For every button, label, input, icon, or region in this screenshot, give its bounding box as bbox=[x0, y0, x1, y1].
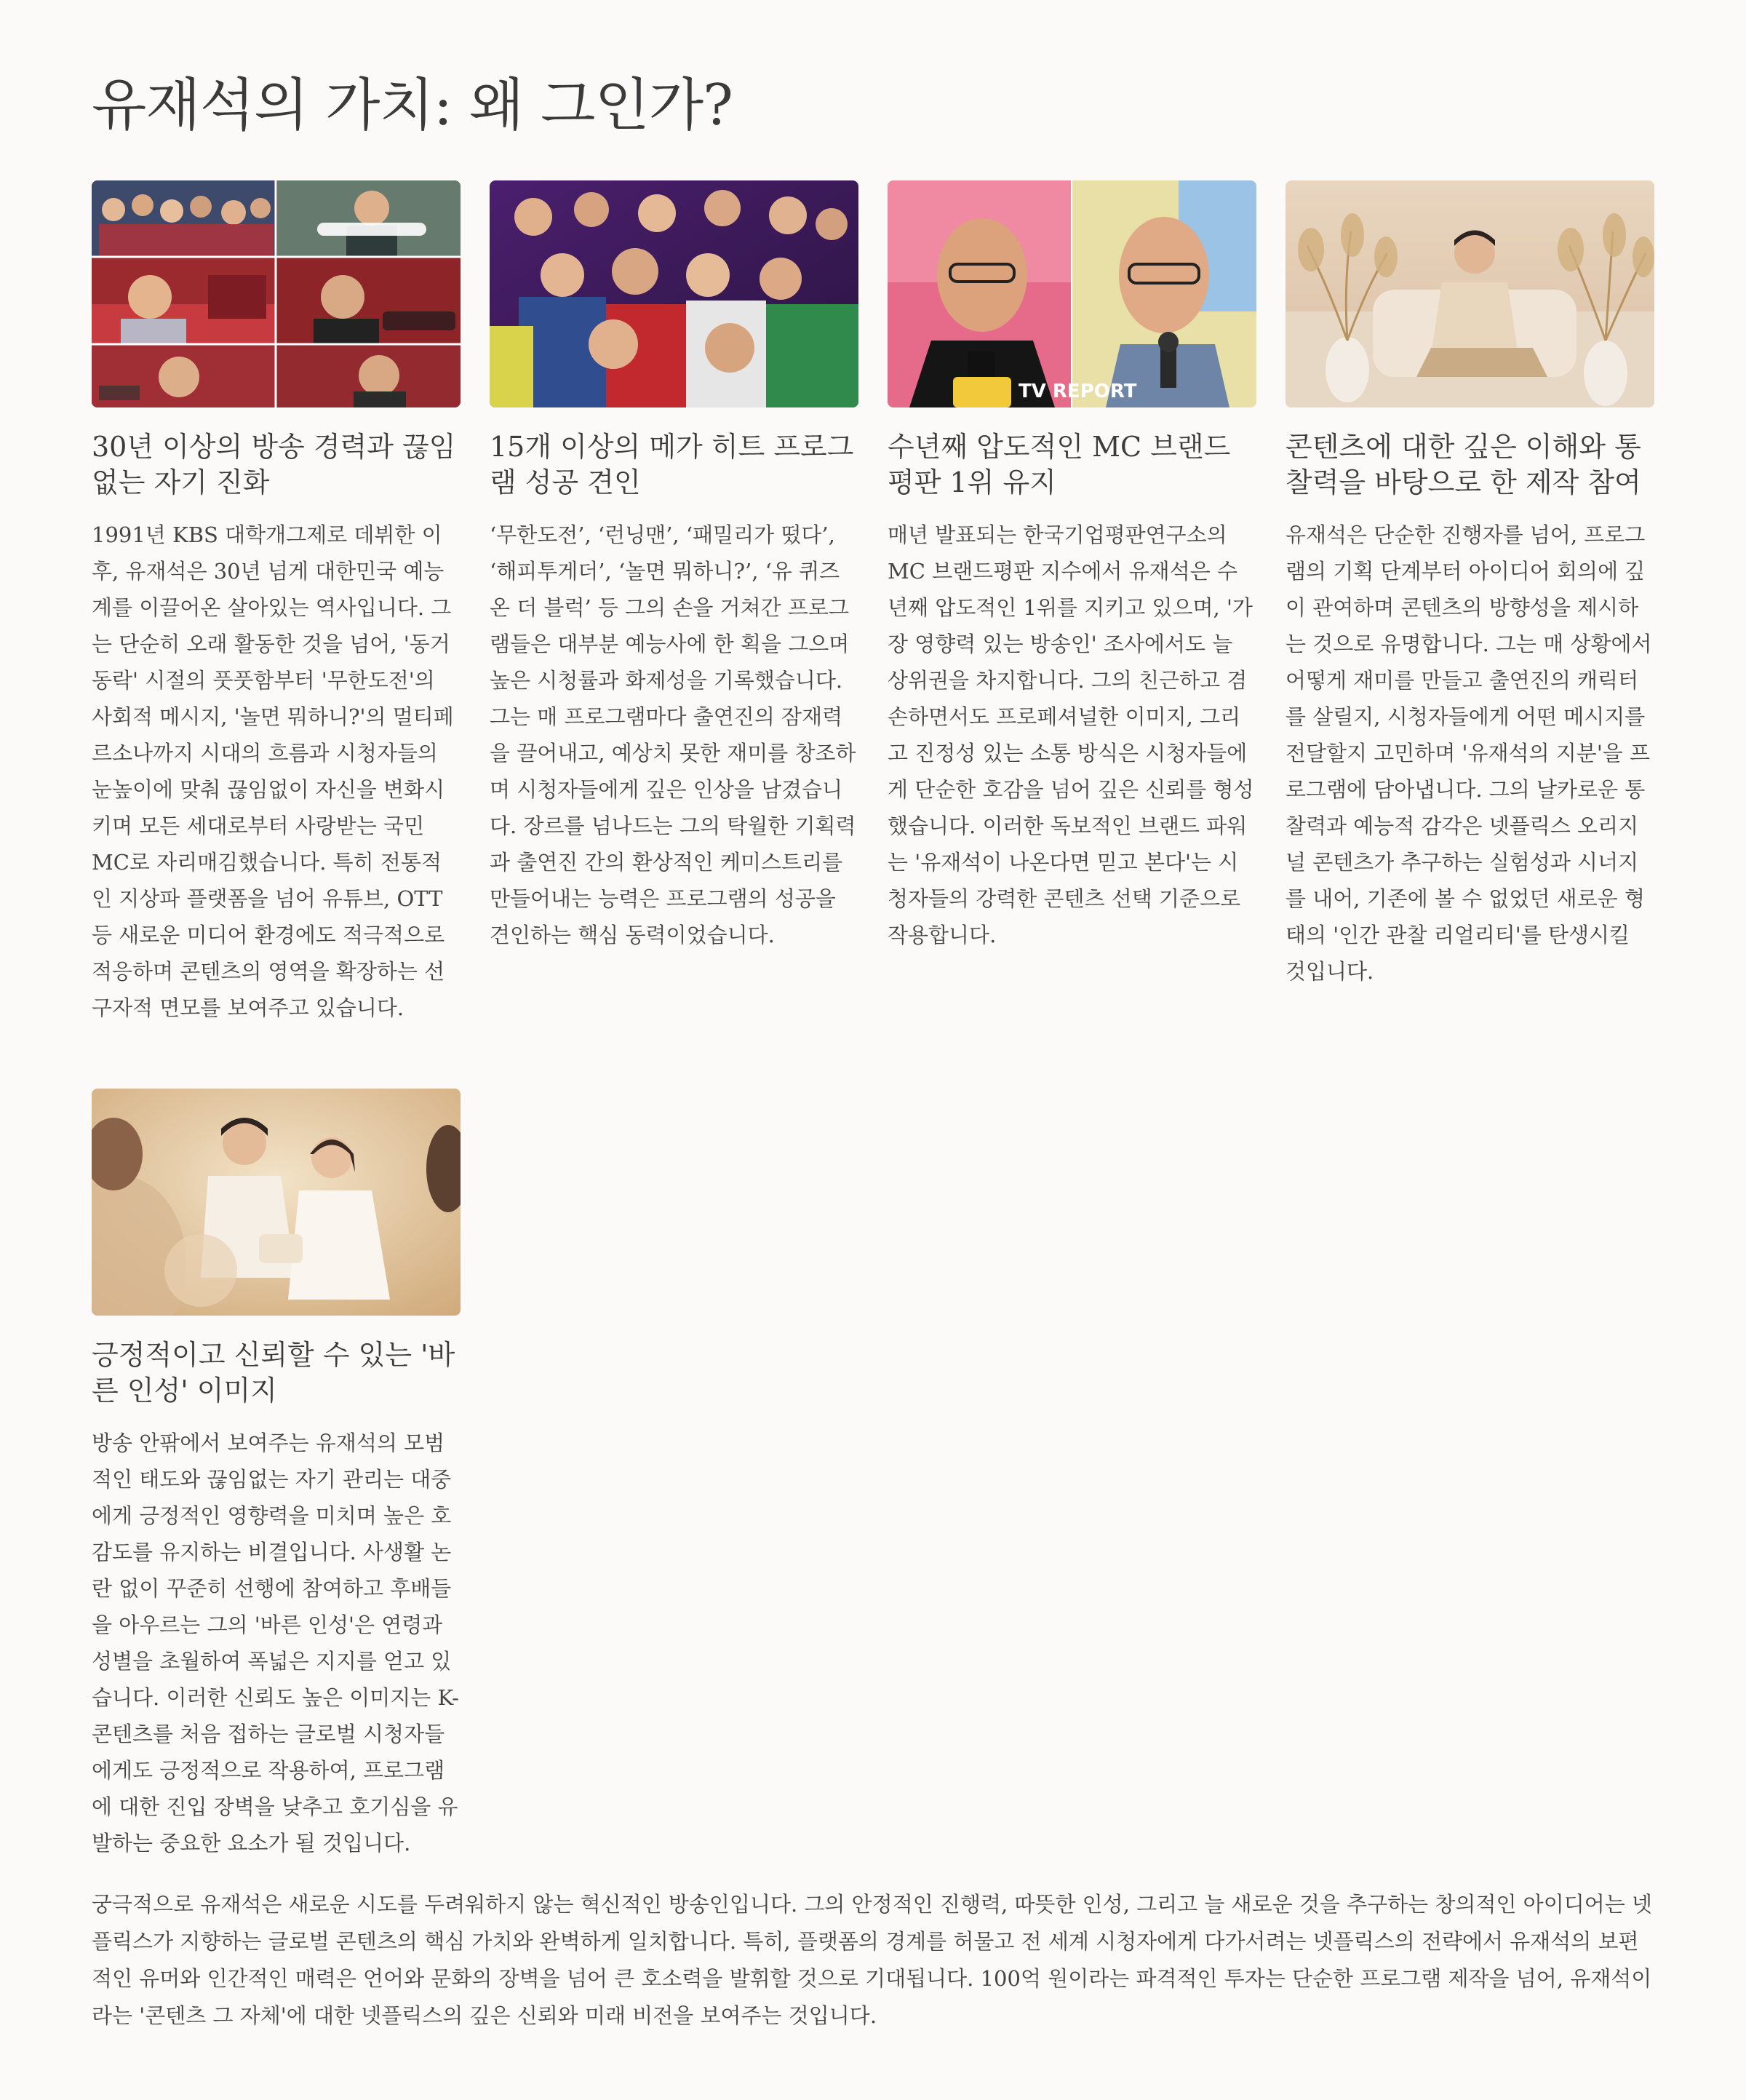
couple-illustration bbox=[92, 1089, 461, 1316]
card-body: 유재석은 단순한 진행자를 넘어, 프로그램의 기획 단계부터 아이디어 회의에 깊이 관여하며 콘텐츠의 방향성을 제시하는 것으로 유명합니다. 그는 매 상황에서 어떻게 재미를 만들고 출연진의 캐릭터를 살릴지, 시청자들에게 어떤 메시지를 전달할지 고민하며 '유재석의 지분'을 프로그램에 담아냅니다. 그의 날카로운 통찰력과 예능적 감각은 넷플릭스 오리지널 콘텐츠가 추구하는 실험성과 시너지를 내어, 기존에 볼 수 없었던 새로운 형태의 '인간 관찰 리얼리티'를 탄생시킬 것입니다. bbox=[1285, 522, 1652, 984]
card-body: 방송 안팎에서 보여주는 유재석의 모범적인 태도와 끊임없는 자기 관리는 대중에게 긍정적인 영향력을 미치며 높은 호감도를 유지하는 비결입니다. 사생활 논란 없이 꾸준히 선행에 참여하고 후배들을 아우르는 그의 '바른 인성'은 연령과 성별을 초월하여 폭넓은 지지를 얻고 있습니다. 이러한 신뢰도 높은 이미지는 K-콘텐츠를 처음 접하는 글로벌 시청자들에게도 긍정적으로 작용하여, 프로그램에 대한 진입 장벽을 낮추고 호기심을 유발하는 중요한 요소가 될 것입니다. bbox=[92, 1431, 459, 1856]
card-body: 매년 발표되는 한국기업평판연구소의 MC 브랜드평판 지수에서 유재석은 수년째 압도적인 1위를 지키고 있으며, '가장 영향력 있는 방송인' 조사에서도 늘 상위권을 차지합니다. 그의 친근하고 겸손하면서도 프로페셔널한 이미지, 그리고 진정성 있는 소통 방식은 시청자들에게 단순한 호감을 넘어 깊은 신뢰를 형성했습니다. 이러한 독보적인 브랜드 파워는 '유재석이 나온다면 믿고 본다'는 시청자들의 강력한 콘텐츠 선택 기준으로 작용합니다. bbox=[888, 522, 1254, 947]
collage-illustration bbox=[92, 180, 461, 407]
group-photo-illustration bbox=[490, 180, 858, 407]
card-body: 1991년 KBS 대학개그제로 데뷔한 이후, 유재석은 30년 넘게 대한민국 예능계를 이끌어온 살아있는 역사입니다. 그는 단순히 오래 활동한 것을 넘어, '동거동락' 시절의 풋풋함부터 '무한도전'의 사회적 메시지, '놀면 뭐하니?'의 멀티페르소나까지 시대의 흐름과 시청자들의 눈높이에 맞춰 끊임없이 자신을 변화시키며 모든 세대로부터 사랑받는 국민 MC로 자리매김했습니다. 특히 전통적인 지상파 플랫폼을 넘어 유튜브, OTT 등 새로운 미디어 환경에도 적극적으로 적응하며 콘텐츠의 영역을 확장하는 선구자적 면모를 보여주고 있습니다. bbox=[92, 522, 454, 1020]
card-image-broadcast-collage bbox=[92, 180, 461, 407]
card-image-cast-group bbox=[490, 180, 858, 407]
value-card-brand-ranking bbox=[888, 180, 1256, 953]
card-body: ‘무한도전’, ‘런닝맨’, ‘패밀리가 떴다’, ‘해피투게더’, ‘놀면 뭐하니?’, ‘유 퀴즈 온 더 블럭’ 등 그의 손을 거쳐간 프로그램들은 대부분 예능사에 한 획을 그으며 높은 시청률과 화제성을 기록했습니다. 그는 매 프로그램마다 출연진의 잠재력을 끌어내고, 예상치 못한 재미를 창조하며 시청자들에게 깊은 인상을 남겼습니다. 장르를 넘나드는 그의 탁월한 기획력과 출연진 간의 환상적인 케미스트리를 만들어내는 능력은 프로그램의 성공을 견인하는 핵심 동력이었습니다. bbox=[490, 522, 856, 947]
value-card-good-character bbox=[92, 1089, 461, 1861]
card-title: 15개 이상의 메가 히트 프로그램 성공 견인 bbox=[490, 431, 854, 498]
card-title: 30년 이상의 방송 경력과 끊임없는 자기 진화 bbox=[92, 431, 456, 498]
watermark-text: TV REPORT bbox=[1018, 381, 1137, 402]
sofa-portrait-illustration bbox=[1285, 180, 1654, 407]
mc-portraits-illustration bbox=[888, 180, 1256, 407]
card-image-mc-portraits bbox=[888, 180, 1256, 407]
card-image-couple-photo bbox=[92, 1089, 461, 1316]
value-card-hit-programs bbox=[490, 180, 858, 953]
conclusion-paragraph: 궁극적으로 유재석은 새로운 시도를 두려워하지 않는 혁신적인 방송인입니다. 그의 안정적인 진행력, 따뜻한 인성, 그리고 늘 새로운 것을 추구하는 창의적인 아이디어는 넷플릭스가 지향하는 글로벌 콘텐츠의 핵심 가치와 완벽하게 일치합니다. 특히, 플랫폼의 경계를 허물고 전 세계 시청자에게 다가서려는 넷플릭스의 전략에서 유재석의 보편적인 유머와 인간적인 매력은 언어와 문화의 장벽을 넘어 큰 호소력을 발휘할 것으로 기대됩니다. 100억 원이라는 파격적인 투자는 단순한 프로그램 제작을 넘어, 유재석이라는 '콘텐츠 그 자체'에 대한 넷플릭스의 깊은 신뢰와 미래 비전을 보여주는 것입니다. bbox=[92, 1892, 1652, 2028]
card-image-sofa-portrait bbox=[1285, 180, 1654, 407]
card-title: 콘텐츠에 대한 깊은 이해와 통찰력을 바탕으로 한 제작 참여 bbox=[1285, 431, 1641, 498]
value-card-broadcast-career bbox=[92, 180, 461, 1026]
card-title: 수년째 압도적인 MC 브랜드평판 1위 유지 bbox=[888, 431, 1231, 498]
page-title: 유재석의 가치: 왜 그인가? bbox=[92, 73, 733, 138]
card-title: 긍정적이고 신뢰할 수 있는 '바른 인성' 이미지 bbox=[92, 1339, 455, 1407]
value-card-production-insight bbox=[1285, 180, 1654, 990]
